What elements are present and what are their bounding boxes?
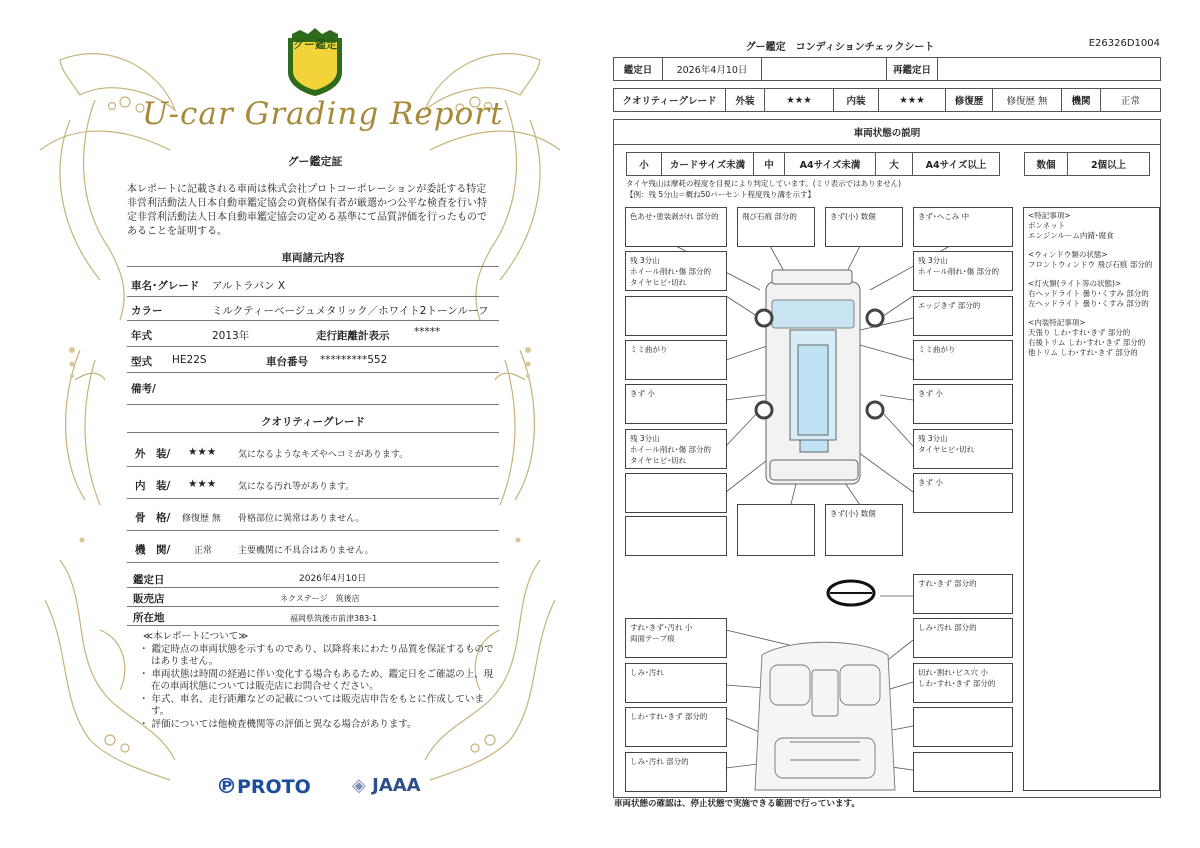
repair-label: 修復歴 [945, 88, 993, 112]
damage-box-windshield: 飛び石痕 部分的 [737, 207, 815, 247]
interior-label: 内装 [833, 88, 879, 112]
quality-heading: クオリティーグレード [261, 416, 365, 428]
tire-box-front-right: 残 3分山 ホイール削れ･傷 部分的 [913, 251, 1013, 291]
damage-box-hood: きず(小) 数個 [825, 207, 903, 247]
year-label: 年式 [131, 330, 152, 342]
interior-box-center [913, 707, 1013, 747]
report-notes [139, 631, 499, 731]
note-item: ・ 鑑定時点の車両状態を示すものであり、以降将来にわたり品質を保証するものではありません。 [139, 643, 494, 667]
script-title: U-car Grading Report [142, 96, 504, 132]
interior-box-rear-seat: しみ･汚れ 部分的 [625, 752, 727, 792]
size-medium-label: 中 [753, 152, 785, 176]
quality-desc-exterior: 気になるようなキズやヘコミがあります。 [238, 450, 409, 460]
damage-box-rear-right: きず 小 [913, 473, 1013, 513]
interior-box-luggage [913, 752, 1013, 792]
tire-box-rear-left: 残 3分山 ホイール削れ･傷 部分的 タイヤヒビ･切れ [625, 429, 727, 469]
reappraisal-label: 再鑑定日 [886, 57, 938, 81]
damage-box-left-front-door: ミミ曲がり [625, 340, 727, 380]
jaaa-logo: ◈ JAAA [352, 775, 421, 796]
size-small-value: カードサイズ未満 [661, 152, 754, 176]
damage-box-rear-bumper-left [625, 516, 727, 556]
chassis-value: *********552 [320, 354, 388, 366]
year-value: 2013年 [212, 330, 250, 342]
interior-box-left-trim: しわ･すれ･きず 部分的 [625, 707, 727, 747]
divider [127, 498, 499, 499]
notes-title: ≪本レポートについて≫ [143, 631, 249, 642]
exterior-value: ★★★ [764, 88, 834, 112]
divider [127, 296, 499, 297]
date-blank [761, 57, 887, 81]
interior-value: ★★★ [878, 88, 946, 112]
reappraisal-value [937, 57, 1161, 81]
tire-note-line: タイヤ残山は摩耗の程度を目視により判定しています。(ミリ表示ではありません) [626, 179, 902, 188]
divider [127, 346, 499, 347]
damage-box-rear-left [625, 473, 727, 513]
divider [127, 562, 499, 563]
size-large-value: A4サイズ以上 [912, 152, 1000, 176]
note-item: ・ 年式、車名、走行距離などの記載については販売店申告をもとに作成しています。 [139, 693, 484, 717]
color-value: ミルクティーベージュメタリック／ホワイト2トーンルーフ [212, 305, 489, 317]
damage-box-left-fender [625, 296, 727, 336]
mileage-value: ***** [414, 326, 441, 338]
model-label: 型式 [131, 356, 152, 368]
damage-box-right-fender: エッジきず 部分的 [913, 296, 1013, 336]
special-notes-panel [1023, 207, 1160, 791]
mileage-label: 走行距離計表示 [316, 330, 390, 342]
damage-box-rear-glass [737, 504, 815, 556]
tire-box-front-left: 残 3分山 ホイール削れ･傷 部分的 タイヤヒビ･切れ [625, 251, 727, 291]
quality-desc-frame: 骨格部位に異常はありません。 [238, 514, 365, 524]
interior-box-steering: すれ･きず 部分的 [913, 574, 1013, 614]
tire-note-line: 【例：残 5分山＝概ね50パーセント程度残り溝を示す】 [626, 189, 816, 199]
tire-box-rear-right: 残 3分山 タイヤヒビ･切れ [913, 429, 1013, 469]
badge-text: グー鑑定 [293, 38, 337, 51]
divider [127, 432, 499, 433]
appraisal-date-value: 2026年4月10日 [299, 574, 367, 584]
divider [127, 530, 499, 531]
note-item: ・ 評価については他検査機関等の評価と異なる場合があります。 [139, 718, 417, 730]
shop-value: ネクステージ 筑後店 [280, 594, 360, 603]
interior-box-front-right-seat: しみ･汚れ 部分的 [913, 618, 1013, 658]
car-name-label: 車名･グレード [131, 280, 200, 292]
quality-grade-interior: ★★★ [188, 478, 217, 490]
damage-box-right-rear-door: きず 小 [913, 384, 1013, 424]
damage-box-rear-bumper: きず(小) 数個 [825, 504, 903, 556]
car-name-value: アルトラパン X [212, 280, 286, 292]
divider [127, 372, 499, 373]
divider [127, 625, 499, 626]
address-value: 福岡県筑後市前津383-1 [290, 614, 378, 623]
spec-heading: 車両諸元内容 [281, 252, 345, 264]
divider [127, 606, 499, 607]
tire-note [626, 179, 901, 200]
note-group-interior: <内装特記事項> 天張り しわ･すれ･きず 部分的 右後トリム しわ･すれ･きず 部分的 他トリム しわ･すれ･きず 部分的 [1028, 318, 1146, 357]
note-group-special: <特記事項> ボンネット エンジンルーム内錆･腐食 [1028, 211, 1114, 240]
address-label: 所在地 [133, 612, 165, 624]
sheet-id: E26326D1004 [1088, 38, 1160, 49]
appraisal-date-label: 鑑定日 [133, 574, 165, 586]
engine-label: 機関 [1061, 88, 1101, 112]
interior-box-front-left-seat: しみ･汚れ [625, 663, 727, 703]
divider [127, 266, 499, 267]
date-value: 2026年4月10日 [662, 57, 762, 81]
damage-box-front-right: きず･へこみ 中 [913, 207, 1013, 247]
note-group-windows: <ウィンドウ類の状態> フロントウィンドウ 飛び石痕 部分的 [1028, 250, 1153, 269]
divider [127, 587, 499, 588]
certificate-intro: 本レポートに記載される車両は株式会社プロトコーポレーションが委託する特定非営利活動法人日本自動車鑑定協会の資格保有者が厳選かつ公平な検査を行い特定非営利活動法人日本自動車鑑定協会の定める基準にて品質評価を行ったものであることを証明する。 [127, 184, 487, 237]
divider [127, 320, 499, 321]
state-heading: 車両状態の説明 [613, 119, 1161, 145]
quality-grade-exterior: ★★★ [188, 446, 217, 458]
color-label: カラー [131, 305, 163, 317]
proto-logo: ℗PROTO [216, 774, 311, 798]
quality-grade-label: クオリティーグレード [613, 88, 726, 112]
damage-box-left-rear-door: きず 小 [625, 384, 727, 424]
count-label: 数個 [1024, 152, 1068, 176]
quality-label-engine: 機 関/ [135, 544, 171, 556]
quality-grade-engine: 正常 [194, 546, 213, 556]
chassis-label: 車台番号 [266, 356, 308, 368]
size-medium-value: A4サイズ未満 [784, 152, 876, 176]
quality-label-frame: 骨 格/ [135, 512, 171, 524]
quality-desc-interior: 気になる汚れ等があります。 [238, 482, 355, 492]
remarks-label: 備考/ [131, 383, 156, 395]
model-value: HE22S [172, 354, 207, 366]
certificate-title: グー鑑定証 [287, 155, 343, 168]
sheet-title: グー鑑定 コンディションチェックシート [745, 42, 935, 53]
shop-label: 販売店 [133, 593, 165, 605]
engine-value: 正常 [1100, 88, 1161, 112]
count-value: 2個以上 [1067, 152, 1150, 176]
date-label: 鑑定日 [613, 57, 663, 81]
note-group-lights: <灯火類(ライト等の状態)> 右ヘッドライト 曇り･くすみ 部分的 左ヘッドライト 曇り･くすみ 部分的 [1028, 279, 1149, 308]
interior-box-dashboard: すれ･きず･汚れ 小 両面テープ痕 [625, 618, 727, 658]
sheet-footer: 車両状態の確認は、停止状態で実施できる範囲で行っています。 [614, 799, 860, 809]
note-item: ・ 車両状態は時間の経過に伴い変化する場合もあるため、鑑定日をご確認の上、現在の車両状態については販売店にお問合せください。 [139, 668, 494, 692]
repair-value: 修復歴 無 [992, 88, 1062, 112]
damage-box-front-left: 色あせ･塗装剥がれ 部分的 [625, 207, 727, 247]
damage-box-right-front-door: ミミ曲がり [913, 340, 1013, 380]
divider [127, 466, 499, 467]
interior-box-right-trim: 切れ･割れ･ビス穴 小 しわ･すれ･きず 部分的 [913, 663, 1013, 703]
quality-desc-engine: 主要機関に不具合はありません。 [238, 546, 374, 556]
quality-label-exterior: 外 装/ [135, 448, 171, 460]
size-small-label: 小 [626, 152, 662, 176]
exterior-label: 外装 [725, 88, 765, 112]
divider [127, 404, 499, 405]
size-large-label: 大 [875, 152, 913, 176]
quality-grade-frame: 修復歴 無 [182, 514, 221, 524]
quality-label-interior: 内 装/ [135, 480, 171, 492]
